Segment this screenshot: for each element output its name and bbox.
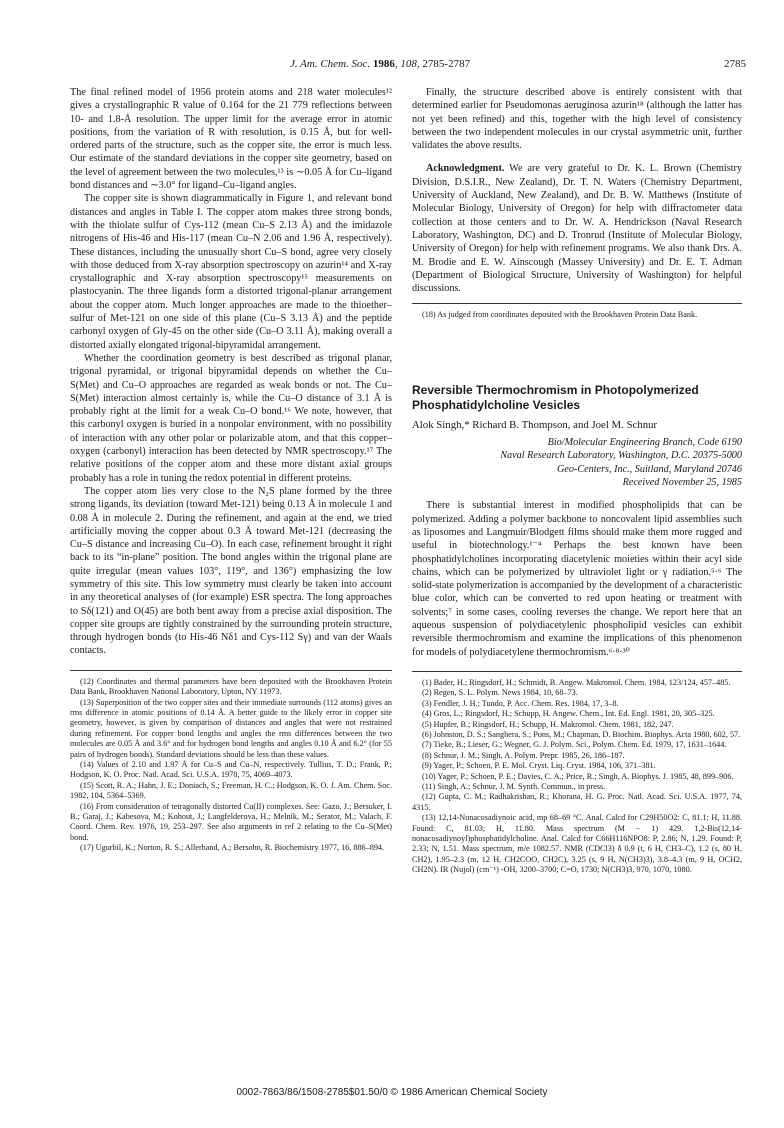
footnote: (17) Ugurbil, K.; Norton, R. S.; Allerhand, A.; Bersohn, R. Biochemistry 1977, 16, 886–894.: [80, 843, 385, 853]
footnote: (4) Gros, L.; Ringsdorf, H.; Schupp, H. Angew. Chem., Int. Ed. Engl. 1981, 20, 305–325.: [422, 709, 715, 719]
footnote: (13) Superposition of the two copper sites and their immediate surrounds (112 atoms) gives an rms difference in atomic positions of 0.14 Å. A better guide to the likely error in copper site geometry, however, is given by comparison of distances and angles that were not restrained during refinement. For copper bond lengths and angles the rms differences between the two molecules are 0.05 Å and 3.6° and for hydrogen bond lengths and angles 0.10 Å and 6.2° (for 55 pairs of hydrogen bonds). Standard deviations should be less than these values.: [70, 697, 392, 759]
body-paragraph: The copper atom lies very close to the N₂S plane formed by the three strong ligands, its deviation (toward Met-121) being 0.13 Å in molecule 1 and 0.08 Å in molecule 2. During the refinement, and again at the end, we tried artificially moving the copper about 0.3 Å toward Met-121 (decreasing the Cu–S distance and increasing Cu–O). In each case, refinement brought it right back to its “in-plane” position. The bond angles within the trigonal plane are quite irregular (mean values 103°, 119°, and 136°) emphasizing the low symmetry of this site. This low symmetry must clearly be taken into account in any theoretical analyses of (for example) ESR spectra. The long approaches to Sδ(121) and O(45) are both bent away from a precise axial disposition. The copper site groups are tightly constrained by the surrounding protein structure, through hydrogen bonds (to His-46 Nδ1 and Cys-112 Sγ) and van der Waals contacts.: [70, 485, 392, 657]
footnote: (16) From consideration of tetragonally distorted Cu(II) complexes. See: Gazo, J.; Bersuker, I. B.; Garaj, J.; Kabesova, M.; Kohout, J.; Langfelderova, H.; Melnik, M.; Serator, M.; Valach, F. Coord. Chem. Rev. 1976, 19, 253–297. See also arguments in ref 2 relating to the Cu–S(Met) bond.: [70, 801, 392, 842]
footnote: (6) Johnston, D. S.; Sanghera, S.; Pons, M.; Chapman, D. Biochim. Biophys. Acta 1980, 602, 57.: [422, 729, 741, 739]
footnote: (10) Yager, P.; Schoen, P. E.; Davies, C. A.; Price, R.; Singh, A. Biophys. J. 1985, 48, 899–906.: [422, 771, 734, 781]
article-title: Reversible Thermochromism in Photopolymerized Phosphatidylcholine Vesicles: [412, 382, 699, 412]
footnote: (3) Fendler, J. H.; Tundo, P. Acc. Chem. Res. 1984, 17, 3–8.: [422, 698, 619, 708]
journal-volume: 108: [400, 58, 417, 70]
affiliation-line: Geo-Centers, Inc., Suitland, Maryland 20746: [556, 463, 742, 475]
footnote: (18) As judged from coordinates deposited with the Brookhaven Protein Data Bank.: [422, 310, 698, 320]
footnote: (9) Yager, P.; Schoen, P. E. Mol. Cryst. Liq. Cryst. 1984, 106, 371–381.: [422, 761, 656, 771]
affiliation-line: Bio/Molecular Engineering Branch, Code 6190: [547, 437, 742, 449]
received-date: Received November 25, 1985: [622, 477, 742, 489]
page-number: 2785: [724, 58, 746, 70]
footnote: (12) Coordinates and thermal parameters have been deposited with the Brookhaven Protein Data Bank, Brookhaven National Laboratory, Upton, NY 11973.: [70, 676, 392, 697]
footnote: (11) Singh, A.; Schnur, J. M. Synth. Commun., in press.: [422, 781, 606, 791]
acknowledgment-text: We are very grateful to Dr. K. L. Brown (Chemistry Division, D.S.I.R., New Zealand), Dr. T. N. Waters (Chemistry Department, University of Auckland, New Zealand), and Dr. B. W. Matthews (Institute of Molecular Biology, University of Oregon) for help with diffractometer data collection at those centers and to Dr. W. A. Hendrickson (Naval Research Laboratory, Washington, DC) and D. Tronrud (Institute of Molecular Biology, University of Oregon) for help with refinement programs. We also thank Drs. A. M. Brodie and E. W. Ainscough (Massey University) and Dr. E. T. Adman (Department of Biological Structure, University of Washington) for helpful discussions.: [412, 163, 743, 295]
footnote-divider: [70, 670, 392, 671]
footnote: (12) Gupta, C. M.; Radhakrishan, R.; Khorana, H. G. Proc. Natl. Acad. Sci. U.S.A. 1977, 74, 4315.: [412, 792, 742, 812]
article-authors: Alok Singh,* Richard B. Thompson, and Joel M. Schnur: [412, 418, 658, 431]
affiliation-line: Naval Research Laboratory, Washington, D.C. 20375-5000: [500, 450, 742, 462]
footnote: (15) Scott, R. A.; Hahn, J. E.; Doniach, S.; Freeman, H. C.; Hodgson, K. O. J. Am. Chem. Soc. 1982, 104, 5364–5369.: [70, 780, 392, 801]
footnote: (5) Hupfer, B.; Ringsdorf, H.; Schupp, H. Makromol. Chem. 1981, 182, 247.: [422, 719, 674, 729]
body-paragraph: Finally, the structure described above is entirely consistent with that determined earlier for Pseudomonas aeruginosa azurin¹⁸ (although the latter has not yet been refined) and this, together with the high level of consistency between the two independent molecules in our crystal asymmetric unit, further validates the above results.: [412, 87, 742, 152]
acknowledgment-label: Acknowledgment.: [426, 163, 505, 175]
spacer: [412, 321, 742, 383]
footnote: (14) Values of 2.10 and 1.97 Å for Cu–S and Cu–N, respectively. Tullius, T. D.; Frank, P.; Hodgson, K. O. Proc. Natl. Acad. Sci. U.S.A. 1978, 75, 4069–4073.: [70, 760, 392, 780]
journal-pages: 2785-2787: [422, 58, 471, 70]
footnote-divider: [412, 303, 742, 304]
running-head: J. Am. Chem. Soc. 1986, 108, 2785-2787: [290, 58, 471, 70]
left-column: [70, 86, 392, 854]
footnote: (7) Tieke, B.; Lieser, G.; Wegner, G. J. Polym. Sci., Polym. Chem. Ed. 1979, 17, 1631–1644.: [422, 740, 727, 750]
journal-name: J. Am. Chem. Soc.: [290, 58, 371, 70]
body-paragraph: The copper site is shown diagrammatically in Figure 1, and relevant bond distances and angles in Table I. The copper atom makes three strong bonds, with the thiolate sulfur of Cys-112 (mean Cu–S 2.13 Å) and the imidazole nitrogens of His-46 and His-117 (mean Cu–N 2.06 and 1.96 Å, respectively). These distances, including the unusually short Cu–S bond, agree very closely with those deduced from X-ray absorption spectroscopy on azurin¹⁴ and X-ray crystallographic and X-ray absorption spectroscopy¹⁵ measurements on plastocyanin. The three ligands form a distorted trigonal-planar arrangement about the copper atom. Much longer approaches are made to the thioether–sulfur of Met-121 on one side of this plane (Cu–S 3.13 Å) and the peptide carbonyl oxygen of Gly-45 on the other side (Cu–O 3.11 Å), making overall a distorted axially elongated trigonal-bipyramidal arrangement.: [70, 193, 392, 351]
footnote: (1) Bader, H.; Ringsdorf, H.; Schmidt, B. Angew. Makromol. Chem. 1984, 123/124, 457–485.: [422, 677, 731, 687]
footnote: (2) Regen, S. L. Polym. News 1984, 10, 68–73.: [422, 688, 578, 698]
footnote: (8) Schnur, J. M.; Singh, A. Polym. Prepr. 1985, 26, 186–187.: [422, 750, 625, 760]
right-column: [412, 86, 742, 876]
body-paragraph: Whether the coordination geometry is best described as trigonal planar, trigonal pyramidal, or trigonal bipyramidal depends on whether the Cu–S(Met) and Cu–O approaches are regarded as weak bonds or not. The Cu–S(Met) interaction almost certainly is, while the Cu–O distance of 3.1 Å is probably right at the limit for a weak Cu–O bond.¹⁶ We note, however, that this carbonyl oxygen is buried in a nonpolar environment, with no possibility of interaction with any other polar or polarizable atom, and that this copper–oxygen (carbonyl) interaction has been detected by NMR spectroscopy.¹⁷ The relative positions of the copper atom and these more distant axial groups probably has a role in tuning the redox potential in different proteins.: [70, 352, 392, 484]
copyright-line: 0002-7863/86/1508-2785$01.50/0 © 1986 American Chemical Society: [236, 1087, 548, 1098]
body-paragraph: The final refined model of 1956 protein atoms and 218 water molecules¹² gives a crystallographic R value of 0.164 for the 21 779 reflections between 10- and 1.8-Å resolution. The upper limit for the average error in atomic positions, from the variation of R with resolution, is 0.15 Å, but for well-ordered parts of the structure, such as the copper site, the error is much less. Our estimate of the standard deviations in the copper site geometry, based on the level of agreement between the two molecules,¹³ is ∼0.05 Å for Cu–ligand bond distances and ∼3.0° for ligand–Cu–ligand angles.: [70, 87, 392, 192]
footnote-divider: [412, 671, 742, 672]
article-body: There is substantial interest in modified phospholipids that can be polymerized. Adding a polymer backbone to noncovalent lipid assemblies such as liposomes and Langmuir/Blodgett films should make them more rugged and useful in biotechnology.¹⁻⁴ Perhaps the best known have been phosphatidylcholines incorporating diacetylenic moieties within their acyl side chains, which can be polymerized by ultraviolet light or γ radiation.⁵·⁶ The solid-state polymerization is accompanied by the development of a characteristic blue color, which can be converted to red upon heating or treatment with solvents;⁷ in some cases, cooling reverses the change. We report here that an aqueous suspension of polydiacetylenic phospholipid vesicles can exhibit reversible thermochromism and examine the implications of this phenomenon for models of polydiacetylene thermochromism.⁶·⁸·³⁰: [412, 500, 742, 658]
journal-year: 1986: [372, 58, 395, 70]
footnote: (13) 12,14-Nonacosadiynoic acid, mp 68–69 °C. Anal. Calcd for C29H50O2: C, 81.1; H, 11.88. Found: C, 81.03; H, 11.80. Mass spectrum (M − 1) 429. 1,2-Bis(12,14-nonacosadiynoyl)phosphatidylcholine. Anal. Calcd for C66H116NPO8: P, 2.86; N, 1.29. Found: P, 2.33; N, 1.51. Mass spectrum, m/e 1082.57. NMR (CDCl3) δ 0.9 (t, 6 H, CH3–C), 1.2 (s, 80 H, CH2), 1.95–2.3 (m, 12 H, CH2COO, CH2C), 3.25 (s, 9 H, N(CH3)3), 3.8–4.3 (m, 9 H, OCH2, CH2N). IR (Nujol) (cm⁻¹) -OH, 3200–3700; C=O, 1730; N(CH3)3, 970, 1070, 1080.: [412, 813, 742, 875]
